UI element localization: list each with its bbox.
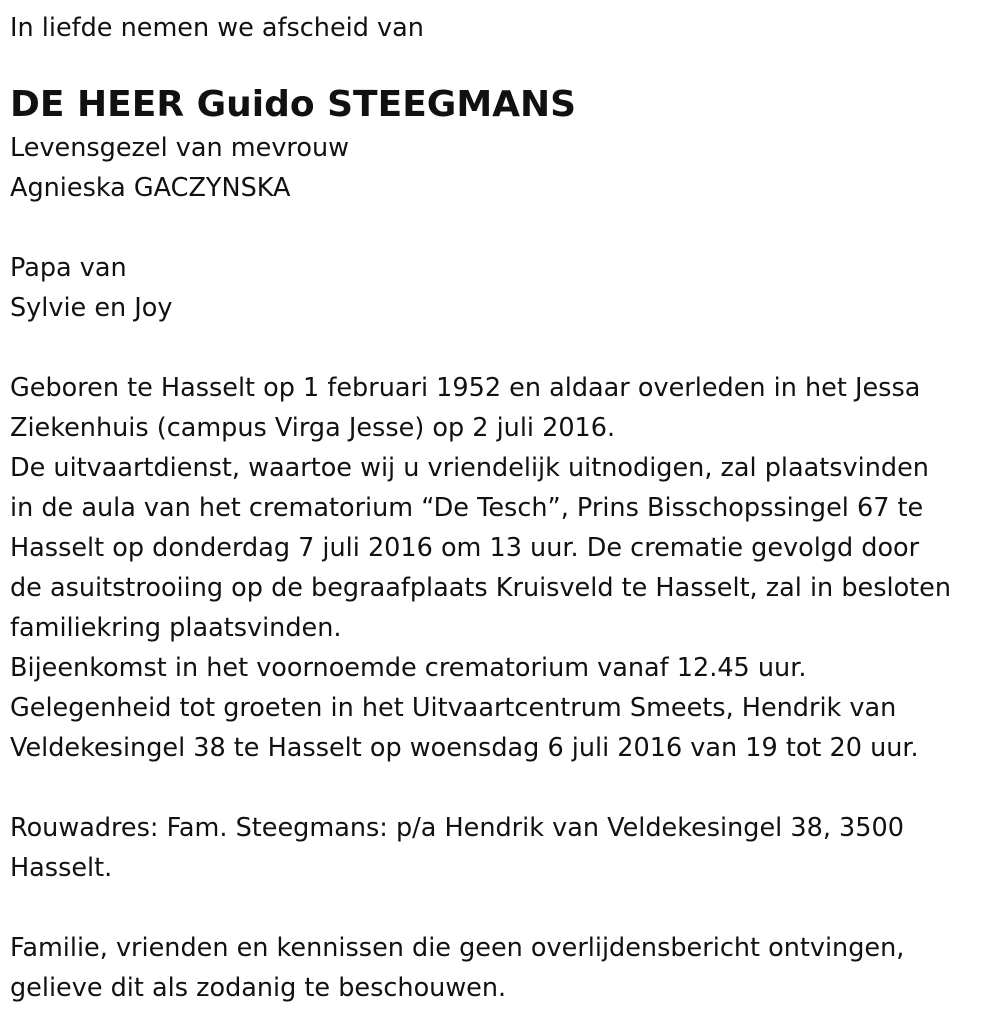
intro-text: In liefde nemen we afscheid van bbox=[10, 13, 424, 43]
spacer bbox=[10, 328, 995, 368]
details-line: familiekring plaatsvinden. bbox=[10, 613, 342, 643]
partner-line: Levensgezel van mevrouw bbox=[10, 133, 349, 163]
details-line: Ziekenhuis (campus Virga Jesse) op 2 juli 2016. bbox=[10, 413, 616, 443]
children-section bbox=[10, 248, 995, 328]
closing-line: gelieve dit als zodanig te beschouwen. bbox=[10, 973, 507, 1003]
details-line: de asuitstrooiing op de begraafplaats Kruisveld te Hasselt, zal in besloten bbox=[10, 573, 952, 603]
children-names: Sylvie en Joy bbox=[10, 293, 173, 323]
deceased-name: DE HEER Guido STEEGMANS bbox=[10, 84, 577, 125]
details-line: Hasselt op donderdag 7 juli 2016 om 13 uur. De crematie gevolgd door bbox=[10, 533, 920, 563]
partner-section bbox=[10, 128, 995, 208]
spacer bbox=[10, 768, 995, 808]
closing-line: Familie, vrienden en kennissen die geen overlijdensbericht ontvingen, bbox=[10, 933, 905, 963]
details-section bbox=[10, 368, 995, 768]
partner-name: Agnieska GACZYNSKA bbox=[10, 173, 291, 203]
closing-section bbox=[10, 928, 995, 1008]
details-line: Gelegenheid tot groeten in het Uitvaartcentrum Smeets, Hendrik van bbox=[10, 693, 897, 723]
details-line: in de aula van het crematorium “De Tesch”, Prins Bisschopssingel 67 te bbox=[10, 493, 924, 523]
spacer bbox=[10, 208, 995, 248]
address-section bbox=[10, 808, 995, 888]
details-line: Geboren te Hasselt op 1 februari 1952 en aldaar overleden in het Jessa bbox=[10, 373, 921, 403]
address-line: Rouwadres: Fam. Steegmans: p/a Hendrik van Veldekesingel 38, 3500 bbox=[10, 813, 904, 843]
details-line: Bijeenkomst in het voornoemde crematorium vanaf 12.45 uur. bbox=[10, 653, 807, 683]
obituary-notice bbox=[10, 8, 995, 1008]
details-line: Veldekesingel 38 te Hasselt op woensdag 6 juli 2016 van 19 tot 20 uur. bbox=[10, 733, 919, 763]
details-line: De uitvaartdienst, waartoe wij u vriendelijk uitnodigen, zal plaatsvinden bbox=[10, 453, 929, 483]
spacer bbox=[10, 48, 995, 82]
address-line: Hasselt. bbox=[10, 853, 113, 883]
spacer bbox=[10, 888, 995, 928]
children-line: Papa van bbox=[10, 253, 127, 283]
